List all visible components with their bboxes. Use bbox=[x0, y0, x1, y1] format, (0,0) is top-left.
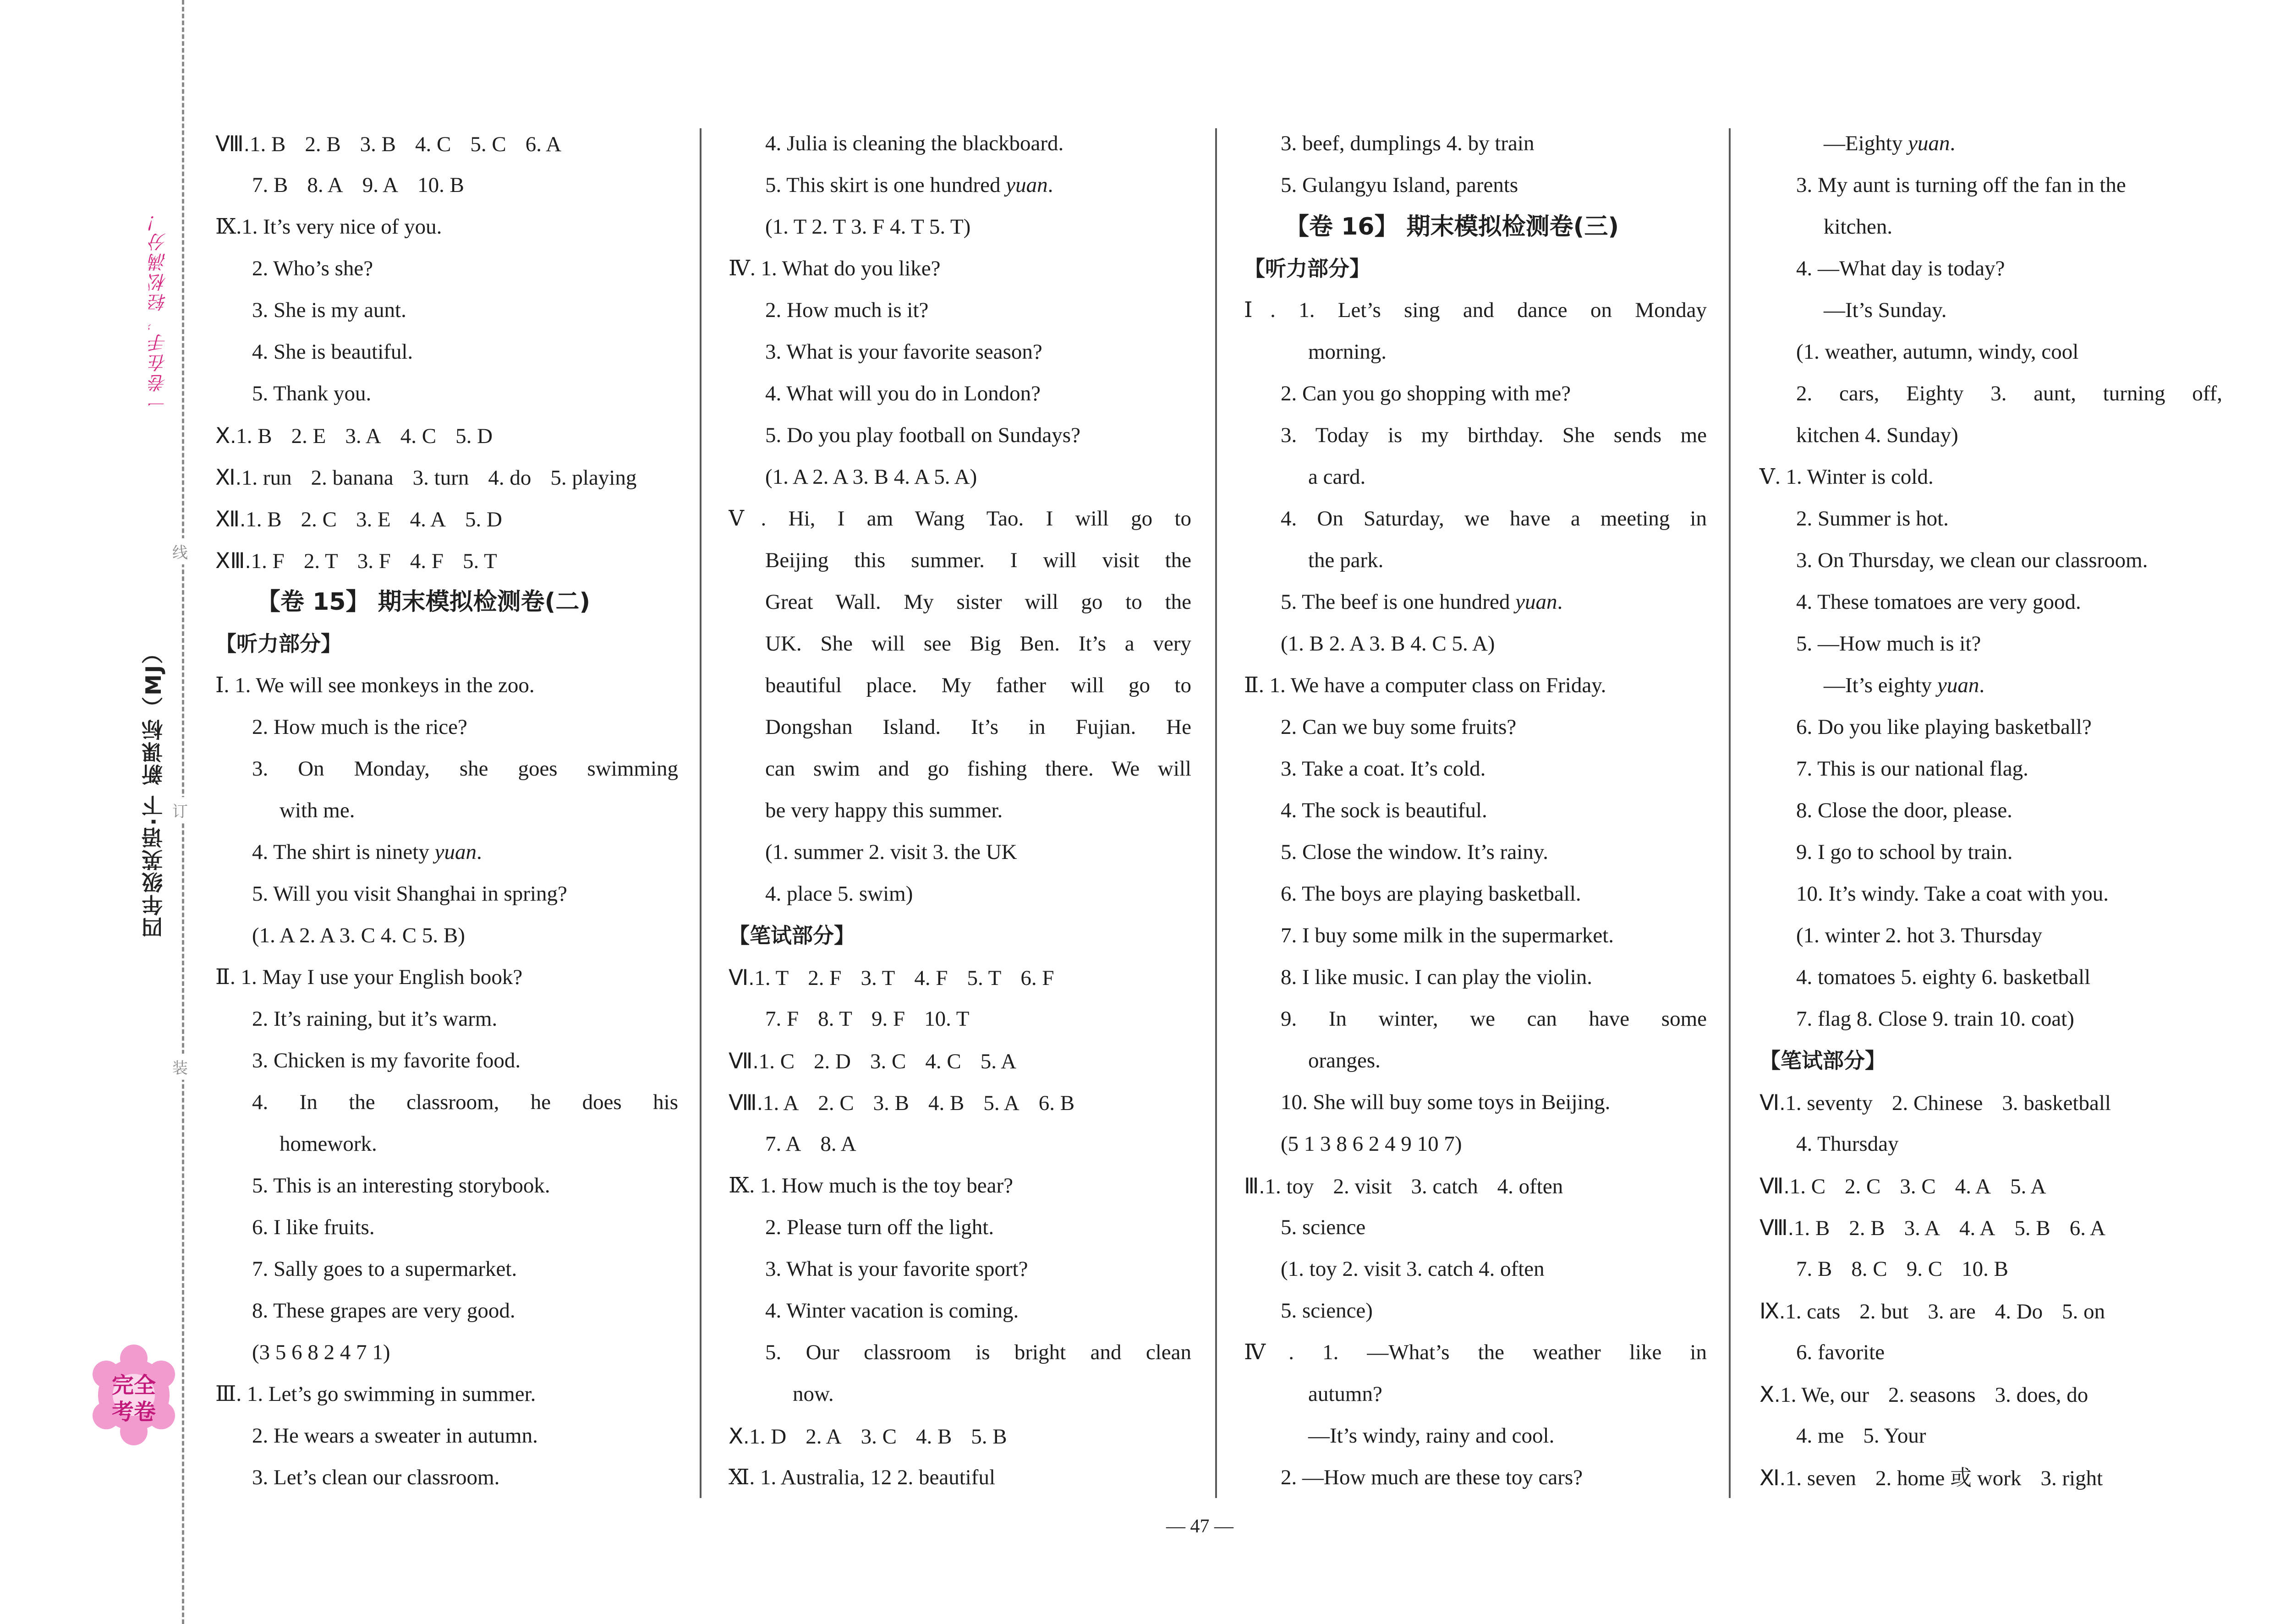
column-divider bbox=[1215, 128, 1217, 1498]
answer-item: 5. T bbox=[462, 549, 497, 573]
cut-mark-line: 线 bbox=[172, 538, 188, 564]
answer-row bbox=[1759, 1082, 2222, 1123]
part-heading: 【听力部分】 bbox=[1244, 256, 1370, 281]
part-heading: 【笔试部分】 bbox=[1759, 1048, 1886, 1073]
answer-item: 1. T bbox=[754, 966, 789, 990]
answer-line: (5 1 3 8 6 2 4 9 10 7) bbox=[1281, 1132, 1462, 1156]
answer-item: 9. A bbox=[362, 173, 399, 197]
answer-item: 1. seven bbox=[1785, 1466, 1856, 1490]
answer-line: Ⅰ. 1. We will see monkeys in the zoo. bbox=[215, 673, 535, 697]
answer-line: —It’s eighty yuan. bbox=[1824, 673, 1985, 697]
answer-row bbox=[1759, 1248, 2222, 1290]
answer-item: 4. C bbox=[925, 1050, 961, 1073]
question-number: Ⅸ. bbox=[1759, 1299, 1786, 1323]
answer-item: 2. Chinese bbox=[1892, 1091, 1983, 1115]
answer-item: 1. B bbox=[246, 508, 282, 531]
answer-item: 5. T bbox=[967, 966, 1002, 990]
answer-line: Ⅴ. Hi, I am Wang Tao. I will go to bbox=[729, 507, 1191, 530]
answer-item: 1. cats bbox=[1785, 1300, 1841, 1323]
answer-item: 3. C bbox=[1900, 1175, 1936, 1198]
answer-line: (1. A 2. A 3. C 4. C 5. B) bbox=[252, 924, 465, 947]
answer-item: 5. D bbox=[465, 508, 502, 531]
answer-column-3 bbox=[1244, 123, 1707, 1498]
question-number: Ⅶ. bbox=[729, 1049, 759, 1073]
question-number: Ⅺ. bbox=[215, 465, 241, 489]
answer-line: 2. Can you go shopping with me? bbox=[1281, 382, 1571, 405]
answer-item: 1. C bbox=[758, 1050, 795, 1073]
part-heading: 【听力部分】 bbox=[215, 631, 342, 656]
answer-row bbox=[215, 540, 678, 581]
answer-item: 1. seventy bbox=[1785, 1091, 1873, 1115]
answer-item: 8. T bbox=[818, 1007, 853, 1031]
answer-line: kitchen. bbox=[1824, 215, 1893, 239]
answer-line: UK. She will see Big Ben. It’s a very bbox=[765, 632, 1191, 656]
answer-line: 3. beef, dumplings 4. by train bbox=[1281, 131, 1535, 155]
question-number: Ⅶ. bbox=[1759, 1174, 1790, 1198]
answer-line: 3. Chicken is my favorite food. bbox=[252, 1049, 521, 1072]
answer-line: 3. Today is my birthday. She sends me bbox=[1281, 423, 1707, 447]
answer-line: 4. tomatoes 5. eighty 6. basketball bbox=[1796, 965, 2091, 989]
answer-row bbox=[729, 1040, 1191, 1082]
answer-item: 5. B bbox=[2014, 1216, 2050, 1240]
question-number: ⅩⅢ. bbox=[215, 548, 251, 573]
answer-item: 4. C bbox=[400, 424, 437, 448]
answer-line: 3. On Thursday, we clean our classroom. bbox=[1796, 548, 2148, 572]
answer-item: 3. E bbox=[356, 508, 391, 531]
side-grade-label: 四年级英语·下 新课标（MJ） bbox=[141, 641, 166, 938]
answer-item: 4. Do bbox=[1995, 1300, 2043, 1323]
answer-line: with me. bbox=[280, 798, 355, 822]
answer-item: 1. F bbox=[251, 549, 285, 573]
answer-item: 5. A bbox=[2010, 1175, 2046, 1198]
answer-line: Beijing this summer. I will visit the bbox=[765, 548, 1191, 572]
question-number: Ⅹ. bbox=[1759, 1382, 1781, 1406]
answer-line: Ⅰ. 1. Let’s sing and dance on Monday bbox=[1244, 298, 1707, 322]
answer-line: 4. The shirt is ninety yuan. bbox=[252, 840, 482, 864]
answer-item: 1. B bbox=[236, 424, 272, 448]
answer-line: oranges. bbox=[1308, 1049, 1381, 1072]
answer-row bbox=[215, 123, 678, 164]
answer-line: 9. In winter, we can have some bbox=[1281, 1007, 1707, 1031]
answer-item: 2. B bbox=[305, 132, 341, 156]
answer-line: 4. The sock is beautiful. bbox=[1281, 798, 1487, 822]
answer-line: —Eighty yuan. bbox=[1824, 131, 1956, 155]
answer-item: 4. A bbox=[1959, 1216, 1995, 1240]
answer-item: 4. A bbox=[410, 508, 446, 531]
question-number: Ⅺ. bbox=[1759, 1465, 1786, 1490]
answer-item: 2. seasons bbox=[1888, 1383, 1976, 1407]
answer-item: 1. run bbox=[241, 466, 292, 490]
answer-line: 2. Summer is hot. bbox=[1796, 507, 1949, 530]
answer-line: (1. weather, autumn, windy, cool bbox=[1796, 340, 2079, 364]
answer-line: 4. Julia is cleaning the blackboard. bbox=[765, 131, 1064, 155]
answer-line: 2. Please turn off the light. bbox=[765, 1215, 994, 1239]
answer-line: Ⅸ. 1. How much is the toy bear? bbox=[729, 1174, 1013, 1197]
answer-item: 5. B bbox=[971, 1425, 1007, 1449]
answer-line: Ⅳ. 1. What do you like? bbox=[729, 257, 941, 280]
answer-line: 5. Will you visit Shanghai in spring? bbox=[252, 882, 567, 906]
answer-line: 2. cars, Eighty 3. aunt, turning off, bbox=[1796, 382, 2222, 405]
answer-item: 4. A bbox=[1955, 1175, 1991, 1198]
answer-line: 3. What is your favorite season? bbox=[765, 340, 1042, 364]
answer-item: 4. B bbox=[915, 1425, 952, 1449]
answer-line: Ⅸ.1. It’s very nice of you. bbox=[215, 215, 442, 239]
answer-item: 10. T bbox=[924, 1007, 970, 1031]
answer-row bbox=[729, 1123, 1191, 1165]
answer-item: 2. D bbox=[814, 1050, 851, 1073]
side-slogan: 一卷在手，轻松满分！ bbox=[148, 211, 170, 412]
answer-line: 6. I like fruits. bbox=[252, 1215, 375, 1239]
answer-line: 5. Close the window. It’s rainy. bbox=[1281, 840, 1548, 864]
answer-line: Ⅳ. 1. —What’s the weather like in bbox=[1244, 1340, 1707, 1364]
question-number: Ⅷ. bbox=[1759, 1215, 1794, 1240]
answer-item: 3. catch bbox=[1411, 1175, 1478, 1198]
answer-item: 3. right bbox=[2040, 1466, 2103, 1490]
answer-item: 2. F bbox=[808, 966, 842, 990]
answer-line: 7. Sally goes to a supermarket. bbox=[252, 1257, 517, 1281]
answer-item: 5. C bbox=[470, 132, 506, 156]
answer-line: beautiful place. My father will go to bbox=[765, 673, 1191, 697]
answer-line: 4. —What day is today? bbox=[1796, 257, 2005, 280]
answer-line: 3. Let’s clean our classroom. bbox=[252, 1465, 500, 1489]
answer-line: Dongshan Island. It’s in Fujian. He bbox=[765, 715, 1191, 739]
column-divider bbox=[700, 128, 702, 1498]
answer-row bbox=[729, 957, 1191, 998]
answer-item: 3. F bbox=[357, 549, 391, 573]
answer-line: 4. What will you do in London? bbox=[765, 382, 1041, 405]
answer-item: 8. A bbox=[307, 173, 343, 197]
answer-row bbox=[215, 415, 678, 456]
answer-line: 7. I buy some milk in the supermarket. bbox=[1281, 924, 1614, 947]
answer-item: 2. C bbox=[818, 1091, 854, 1115]
answer-line: (1. B 2. A 3. B 4. C 5. A) bbox=[1281, 632, 1495, 656]
answer-line: (1. toy 2. visit 3. catch 4. often bbox=[1281, 1257, 1545, 1281]
answer-item: 3. does, do bbox=[1995, 1383, 2088, 1407]
answer-line: Ⅱ. 1. May I use your English book? bbox=[215, 965, 523, 989]
answer-line: 5. —How much is it? bbox=[1796, 632, 1981, 656]
question-number: Ⅵ. bbox=[1759, 1090, 1786, 1115]
answer-line: now. bbox=[793, 1382, 834, 1406]
question-number: Ⅹ. bbox=[215, 423, 236, 448]
answer-line: 2. He wears a sweater in autumn. bbox=[252, 1424, 538, 1448]
answer-line: 2. Who’s she? bbox=[252, 257, 373, 280]
answer-item: 1. B bbox=[1793, 1216, 1830, 1240]
answer-line: 3. My aunt is turning off the fan in the bbox=[1796, 173, 2126, 197]
answer-line: 5. This is an interesting storybook. bbox=[252, 1174, 550, 1197]
answer-line: 4. Thursday bbox=[1796, 1132, 1899, 1156]
answer-item: 5. playing bbox=[550, 466, 637, 490]
answer-item: 2. B bbox=[1849, 1216, 1885, 1240]
answer-item: 6. B bbox=[1038, 1091, 1075, 1115]
answer-line: 7. flag 8. Close 9. train 10. coat) bbox=[1796, 1007, 2074, 1031]
answer-row bbox=[215, 164, 678, 206]
answer-item: 3. turn bbox=[412, 466, 469, 490]
answer-line: 4. In the classroom, he does his bbox=[252, 1090, 678, 1114]
answer-line: 7. This is our national flag. bbox=[1796, 757, 2028, 781]
section-heading: 【卷 16】 期末模拟检测卷(三) bbox=[1285, 213, 1619, 241]
answer-item: 1. We, our bbox=[1780, 1383, 1869, 1407]
answer-line: 2. How much is it? bbox=[765, 298, 929, 322]
answer-item: 2. C bbox=[1845, 1175, 1881, 1198]
answer-item: 10. B bbox=[1962, 1257, 2008, 1281]
question-number: Ⅲ. bbox=[1244, 1174, 1265, 1198]
answer-line: 3. Take a coat. It’s cold. bbox=[1281, 757, 1486, 781]
answer-item: 6. A bbox=[525, 132, 562, 156]
answer-item: 6. F bbox=[1020, 966, 1054, 990]
answer-line: Ⅴ. 1. Winter is cold. bbox=[1759, 465, 1934, 489]
answer-line: (1. summer 2. visit 3. the UK bbox=[765, 840, 1017, 864]
answer-row bbox=[215, 456, 678, 498]
answer-column-4 bbox=[1759, 123, 2222, 1498]
answer-item: 5. A bbox=[983, 1091, 1019, 1115]
answer-line: 2. —How much are these toy cars? bbox=[1281, 1465, 1583, 1489]
answer-row bbox=[1759, 1373, 2222, 1415]
answer-item: 3. B bbox=[360, 132, 396, 156]
question-number: Ⅷ. bbox=[729, 1090, 763, 1115]
answer-line: 3. On Monday, she goes swimming bbox=[252, 757, 678, 781]
answer-item: 7. F bbox=[765, 1007, 799, 1031]
answer-item: 2. E bbox=[291, 424, 326, 448]
answer-line: can swim and go fishing there. We will bbox=[765, 757, 1191, 781]
answer-line: 5. Thank you. bbox=[252, 382, 372, 405]
answer-item: 1. D bbox=[749, 1425, 787, 1449]
answer-item: 2. visit bbox=[1333, 1175, 1392, 1198]
answer-line: Ⅱ. 1. We have a computer class on Friday. bbox=[1244, 673, 1606, 697]
answer-item: 5. A bbox=[980, 1050, 1017, 1073]
answer-line: 5. Gulangyu Island, parents bbox=[1281, 173, 1518, 197]
answer-row bbox=[1759, 1207, 2222, 1248]
question-number: Ⅵ. bbox=[729, 965, 755, 990]
answer-line: 10. It’s windy. Take a coat with you. bbox=[1796, 882, 2109, 906]
answer-line: —It’s Sunday. bbox=[1824, 298, 1947, 322]
answer-item: 2. C bbox=[301, 508, 337, 531]
answer-row bbox=[1759, 1290, 2222, 1332]
answer-line: (3 5 6 8 2 4 7 1) bbox=[252, 1340, 390, 1364]
cut-mark-staple: 订 bbox=[172, 797, 188, 823]
answer-line: autumn? bbox=[1308, 1382, 1382, 1406]
answer-line: the park. bbox=[1308, 548, 1384, 572]
answer-line: 2. Can we buy some fruits? bbox=[1281, 715, 1517, 739]
answer-item: 3. C bbox=[870, 1050, 906, 1073]
answer-line: 4. Winter vacation is coming. bbox=[765, 1299, 1019, 1323]
answer-item: 10. B bbox=[417, 173, 464, 197]
answer-item: 4. B bbox=[928, 1091, 965, 1115]
answer-line: 4. place 5. swim) bbox=[765, 882, 913, 906]
answer-line: 2. It’s raining, but it’s warm. bbox=[252, 1007, 498, 1031]
answer-item: 2. banana bbox=[311, 466, 394, 490]
answer-row bbox=[729, 998, 1191, 1040]
answer-item: 3. basketball bbox=[2002, 1091, 2111, 1115]
answer-item: 6. A bbox=[2069, 1216, 2106, 1240]
answer-row bbox=[1244, 1165, 1707, 1207]
question-number: Ⅷ. bbox=[215, 131, 250, 156]
answer-item: 3. A bbox=[1904, 1216, 1940, 1240]
column-divider bbox=[1729, 128, 1731, 1498]
answer-line: 8. These grapes are very good. bbox=[252, 1299, 515, 1323]
answer-item: 3. B bbox=[873, 1091, 910, 1115]
answer-item: 4. F bbox=[914, 966, 948, 990]
answer-line: —It’s windy, rainy and cool. bbox=[1308, 1424, 1555, 1448]
question-number: Ⅹ. bbox=[729, 1424, 750, 1448]
answer-item: 9. C bbox=[1906, 1257, 1943, 1281]
answer-line: 4. She is beautiful. bbox=[252, 340, 413, 364]
answer-row bbox=[729, 1082, 1191, 1123]
answer-item: 3. C bbox=[860, 1425, 897, 1449]
answer-line: 6. Do you like playing basketball? bbox=[1796, 715, 2092, 739]
answer-line: (1. winter 2. hot 3. Thursday bbox=[1796, 924, 2042, 947]
answer-column-2 bbox=[729, 123, 1191, 1498]
answer-column-1 bbox=[215, 123, 678, 1498]
answer-line: be very happy this summer. bbox=[765, 798, 1003, 822]
answer-item: 9. F bbox=[871, 1007, 905, 1031]
answer-line: homework. bbox=[280, 1132, 377, 1156]
part-heading: 【笔试部分】 bbox=[729, 923, 855, 948]
question-number: Ⅻ. bbox=[215, 507, 246, 531]
answer-line: 5. This skirt is one hundred yuan. bbox=[765, 173, 1053, 197]
answer-line: 9. I go to school by train. bbox=[1796, 840, 2013, 864]
answer-row bbox=[729, 1415, 1191, 1457]
answer-item: 1. C bbox=[1789, 1175, 1826, 1198]
answer-item: 2. but bbox=[1859, 1300, 1909, 1323]
answer-item: 2. home 或 work bbox=[1875, 1466, 2022, 1490]
answer-line: 6. favorite bbox=[1796, 1340, 1885, 1364]
logo-text-bottom: 考卷 bbox=[111, 1399, 156, 1425]
answer-line: 6. The boys are playing basketball. bbox=[1281, 882, 1581, 906]
answer-item: 2. A bbox=[806, 1425, 842, 1449]
answer-line: 5. science) bbox=[1281, 1299, 1373, 1323]
answer-item: 7. A bbox=[765, 1132, 801, 1156]
answer-line: 4. On Saturday, we have a meeting in bbox=[1281, 507, 1707, 530]
answer-item: 7. B bbox=[252, 173, 288, 197]
answer-line: (1. A 2. A 3. B 4. A 5. A) bbox=[765, 465, 977, 489]
answer-line: 3. What is your favorite sport? bbox=[765, 1257, 1028, 1281]
answer-row bbox=[1759, 1165, 2222, 1207]
answer-line: 5. Our classroom is bright and clean bbox=[765, 1340, 1191, 1364]
answer-item: 8. C bbox=[1851, 1257, 1887, 1281]
answer-line: 2. How much is the rice? bbox=[252, 715, 467, 739]
answer-item: 4. me bbox=[1796, 1424, 1844, 1448]
answer-row bbox=[215, 498, 678, 540]
answer-item: 5. D bbox=[455, 424, 493, 448]
answer-item: 5. Your bbox=[1863, 1424, 1926, 1448]
answer-line: 5. The beef is one hundred yuan. bbox=[1281, 590, 1563, 614]
answer-item: 1. A bbox=[762, 1091, 799, 1115]
answer-item: 4. F bbox=[410, 549, 444, 573]
cut-mark-bind: 装 bbox=[172, 1054, 188, 1080]
answer-item: 2. T bbox=[303, 549, 338, 573]
answer-line: 5. Do you play football on Sundays? bbox=[765, 423, 1080, 447]
answer-item: 4. C bbox=[415, 132, 451, 156]
answer-item: 3. T bbox=[860, 966, 895, 990]
answer-item: 7. B bbox=[1796, 1257, 1832, 1281]
answer-line: 5. science bbox=[1281, 1215, 1366, 1239]
answer-item: 4. often bbox=[1497, 1175, 1563, 1198]
answer-line: 4. These tomatoes are very good. bbox=[1796, 590, 2081, 614]
answer-line: Ⅲ. 1. Let’s go swimming in summer. bbox=[215, 1382, 536, 1406]
answer-line: Ⅺ. 1. Australia, 12 2. beautiful bbox=[729, 1465, 996, 1489]
answer-line: 8. I like music. I can play the violin. bbox=[1281, 965, 1593, 989]
answer-item: 3. are bbox=[1928, 1300, 1976, 1323]
answer-item: 4. do bbox=[488, 466, 532, 490]
answer-row bbox=[1759, 1457, 2222, 1498]
answer-line: 3. She is my aunt. bbox=[252, 298, 406, 322]
answer-line: morning. bbox=[1308, 340, 1387, 364]
answer-line: Great Wall. My sister will go to the bbox=[765, 590, 1191, 614]
answer-line: a card. bbox=[1308, 465, 1366, 489]
page-number: — 47 — bbox=[1166, 1516, 1233, 1537]
answer-line: 8. Close the door, please. bbox=[1796, 798, 2012, 822]
brand-logo bbox=[88, 1338, 180, 1471]
answer-line: 10. She will buy some toys in Beijing. bbox=[1281, 1090, 1611, 1114]
answer-row bbox=[1759, 1415, 2222, 1457]
answer-line: kitchen 4. Sunday) bbox=[1796, 423, 1958, 447]
section-heading: 【卷 15】 期末模拟检测卷(二) bbox=[257, 588, 591, 616]
answer-item: 1. B bbox=[249, 132, 286, 156]
answer-item: 8. A bbox=[820, 1132, 856, 1156]
logo-text-top: 完全 bbox=[111, 1372, 156, 1398]
answer-line: (1. T 2. T 3. F 4. T 5. T) bbox=[765, 215, 971, 239]
answer-item: 5. on bbox=[2062, 1300, 2105, 1323]
answer-item: 3. A bbox=[345, 424, 381, 448]
answer-item: 1. toy bbox=[1265, 1175, 1314, 1198]
